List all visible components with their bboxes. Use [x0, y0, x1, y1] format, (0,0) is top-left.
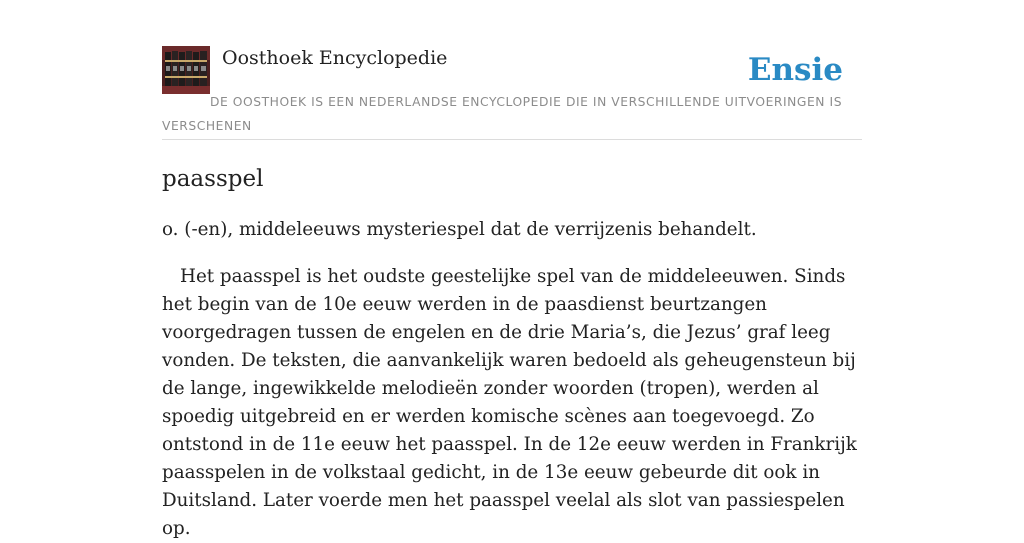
site-title[interactable]: Oosthoek Encyclopedie	[222, 47, 448, 69]
site-header	[162, 46, 862, 140]
encyclopedia-books-icon[interactable]	[162, 46, 210, 94]
entry-definition: o. (-en), middeleeuws mysteriespel dat de verrijzenis behandelt.	[162, 219, 757, 240]
entry-headword: paasspel	[162, 166, 264, 192]
site-tagline: DE OOSTHOEK IS EEN NEDERLANDSE ENCYCLOPEDIE DIE IN VERSCHILLENDE UITVOERINGEN IS VERSCHENEN	[162, 95, 843, 133]
entry-body: Het paasspel is het oudste geestelijke spel van de middeleeuwen. Sinds het begin van de 10e eeuw werden in de paasdienst beurtzangen voorgedragen tussen de engelen en de drie Maria’s, die Jezus’ graf leeg vonden. De teksten, die aanvankelijk waren bedoeld als geheugensteun bij de lange, ingewikkelde melodieën zonder woorden (tropen), werden al spoedig uitgebreid en er werden komische scènes aan toegevoegd. Zo ontstond in de 11e eeuw het paasspel. In de 12e eeuw werden in Frankrijk paasspelen in de volkstaal gedicht, in de 13e eeuw gebeurde dit ook in Duitsland. Later voerde men het paasspel veelal als slot van passiespelen op.	[162, 266, 857, 539]
ensie-logo-link[interactable]: Ensie	[747, 52, 843, 88]
